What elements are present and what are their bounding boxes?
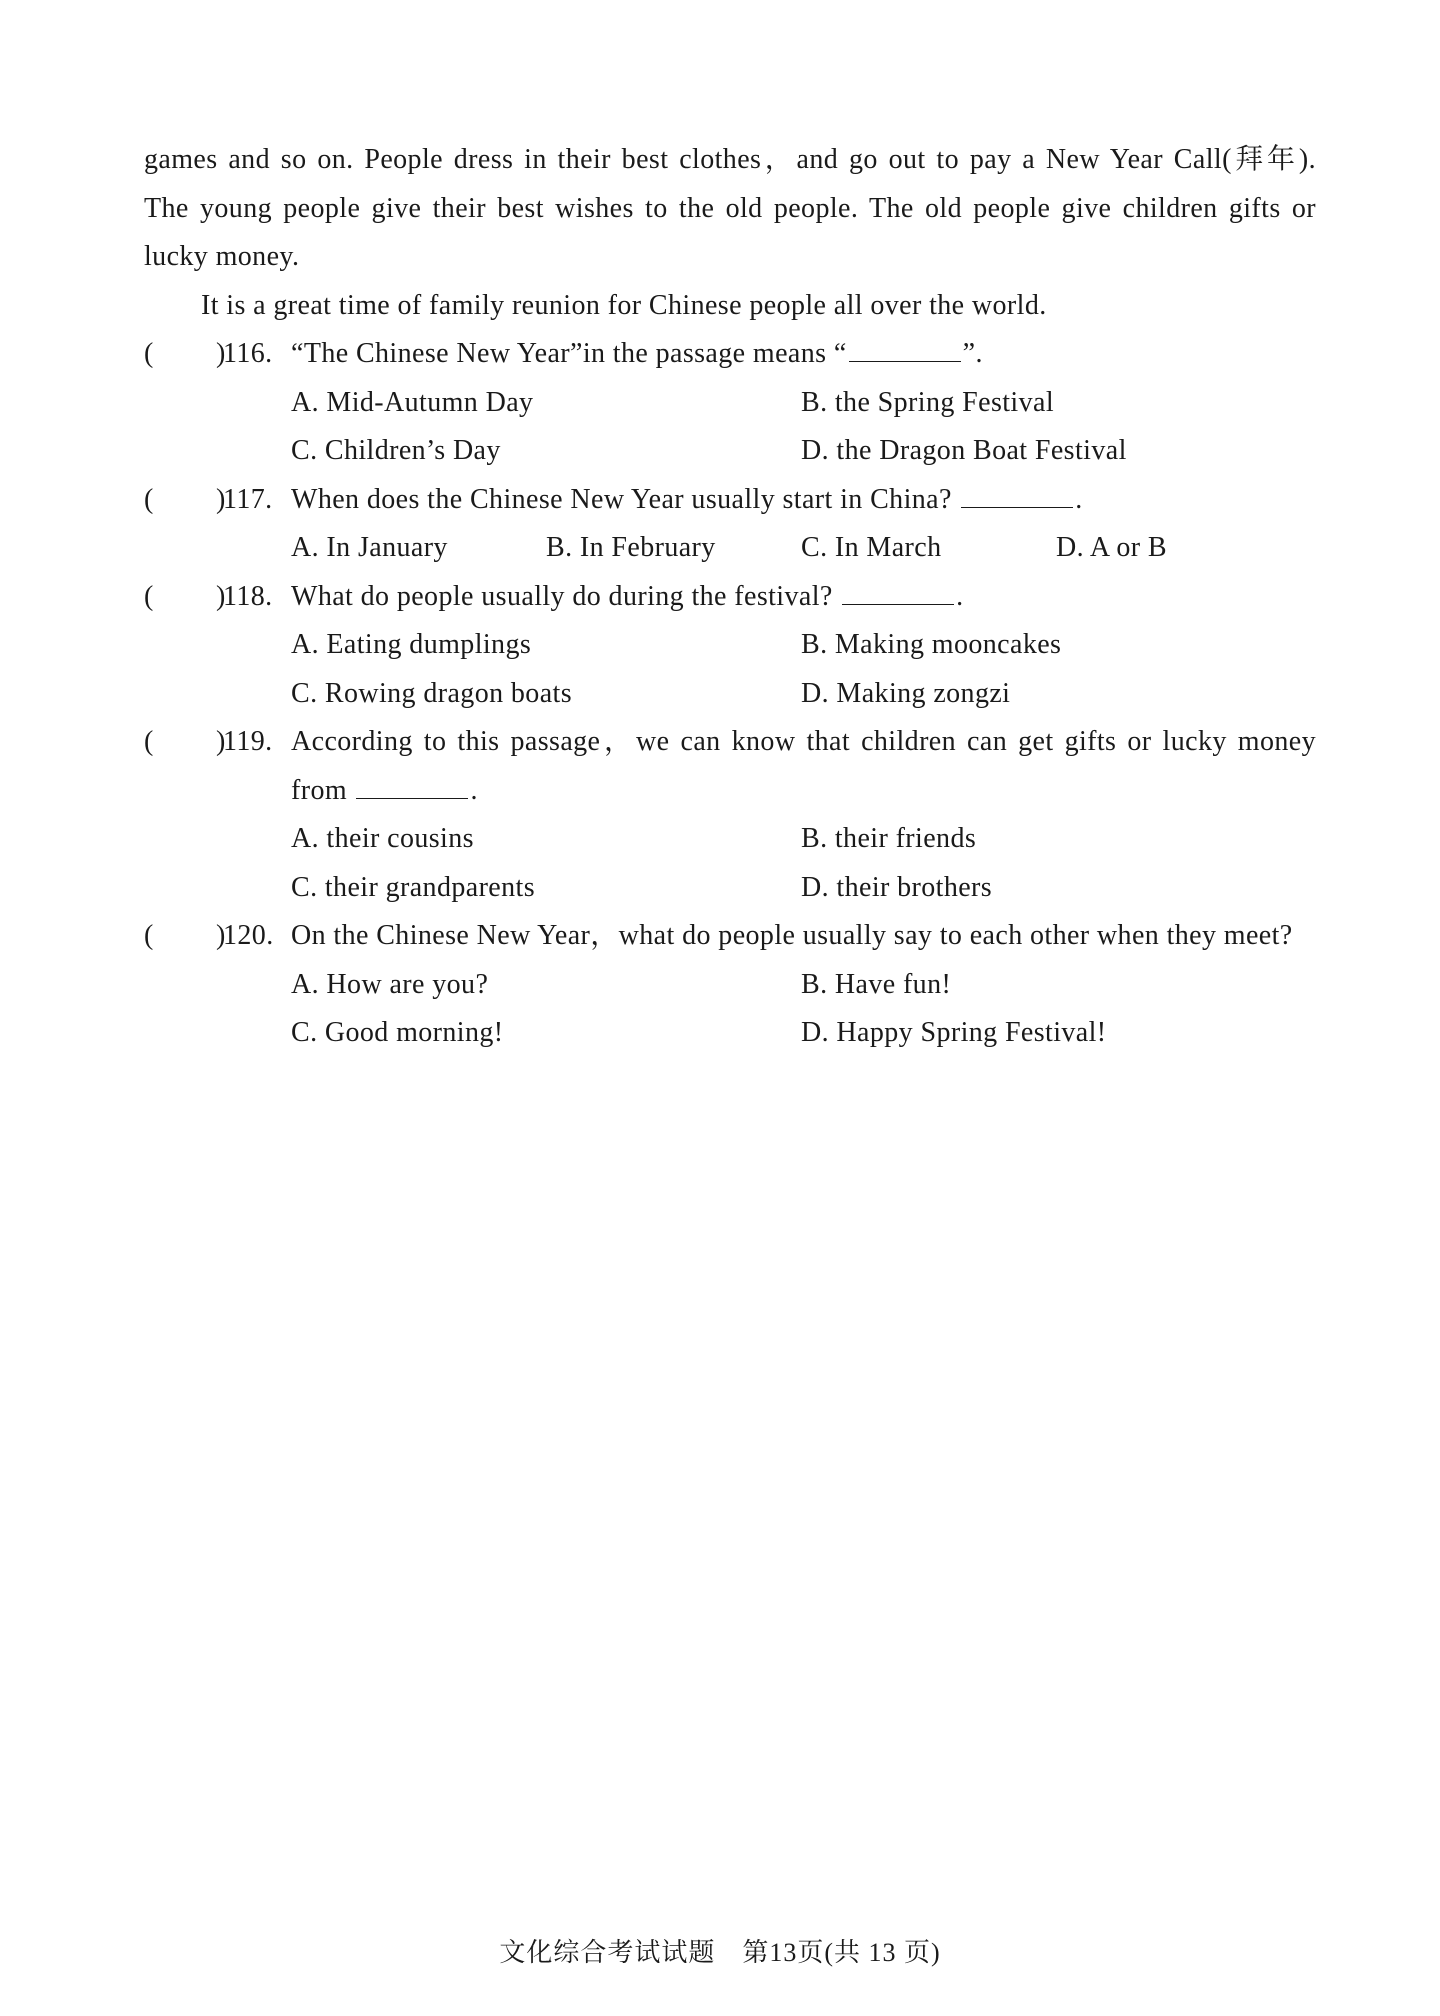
- option-a[interactable]: A. In January: [291, 532, 448, 563]
- option-d[interactable]: D. the Dragon Boat Festival: [801, 435, 1127, 466]
- answer-blank: [961, 481, 1073, 508]
- passage-line: games and so on. People dress in their best clothes，and go out to pay a New Year Call(拜年).: [144, 144, 1316, 175]
- option-b[interactable]: B. their friends: [801, 823, 977, 854]
- answer-blank: [849, 335, 961, 362]
- option-a[interactable]: A. Mid-Autumn Day: [291, 386, 534, 418]
- question-116: [144, 330, 1316, 476]
- option-c[interactable]: C. Children’s Day: [291, 435, 501, 466]
- question-number: 120.: [223, 920, 274, 951]
- question-120: [144, 912, 1316, 1058]
- answer-paren[interactable]: ( ): [144, 483, 226, 515]
- question-stem-end: .: [470, 774, 478, 806]
- answer-paren[interactable]: ( ): [144, 920, 226, 951]
- reading-passage: [144, 136, 1316, 330]
- answer-paren[interactable]: ( ): [144, 726, 226, 757]
- answer-blank: [356, 772, 468, 799]
- option-b[interactable]: B. the Spring Festival: [801, 386, 1055, 418]
- option-c[interactable]: C. Good morning!: [291, 1017, 504, 1048]
- option-b[interactable]: B. In February: [546, 532, 716, 563]
- answer-paren[interactable]: ( ): [144, 580, 226, 612]
- question-stem: “The Chinese New Year”in the passage means “: [291, 338, 847, 369]
- passage-paragraph: It is a great time of family reunion for Chinese people all over the world.: [201, 289, 1047, 321]
- option-d[interactable]: D. their brothers: [801, 871, 993, 903]
- option-a[interactable]: A. their cousins: [291, 823, 474, 854]
- option-c[interactable]: C. their grandparents: [291, 871, 535, 903]
- option-b[interactable]: B. Have fun!: [801, 968, 952, 1000]
- question-119: [144, 718, 1316, 912]
- option-a[interactable]: A. How are you?: [291, 968, 489, 1000]
- option-b[interactable]: B. Making mooncakes: [801, 629, 1062, 660]
- answer-blank: [842, 578, 954, 605]
- question-stem: What do people usually do during the festival?: [291, 580, 841, 612]
- option-d[interactable]: D. Happy Spring Festival!: [801, 1017, 1107, 1048]
- question-stem-end: ”.: [962, 338, 983, 369]
- option-d[interactable]: D. A or B: [1056, 532, 1167, 563]
- option-d[interactable]: D. Making zongzi: [801, 677, 1011, 709]
- option-c[interactable]: C. Rowing dragon boats: [291, 677, 573, 709]
- question-stem-end: .: [956, 580, 964, 612]
- question-stem: On the Chinese New Year，what do people usually say to each other when they meet?: [291, 920, 1293, 951]
- question-number: 117.: [223, 483, 273, 515]
- option-a[interactable]: A. Eating dumplings: [291, 629, 532, 660]
- question-list: [144, 330, 1316, 1058]
- question-118: [144, 573, 1316, 719]
- answer-paren[interactable]: ( ): [144, 338, 226, 369]
- question-stem-end: .: [1075, 483, 1083, 515]
- question-number: 116.: [223, 338, 273, 369]
- question-stem: According to this passage，we can know that children can get gifts or lucky money from: [291, 726, 1316, 806]
- question-number: 119.: [223, 726, 273, 757]
- question-number: 118.: [223, 580, 273, 612]
- page-footer: 文化综合考试试题 第13页(共 13 页): [499, 1938, 941, 1967]
- question-117: [144, 476, 1316, 573]
- passage-line: The young people give their best wishes to the old people. The old people give children gifts or: [144, 192, 1316, 224]
- passage-line: lucky money.: [144, 241, 300, 272]
- question-stem: When does the Chinese New Year usually start in China?: [291, 483, 960, 515]
- option-c[interactable]: C. In March: [801, 532, 942, 563]
